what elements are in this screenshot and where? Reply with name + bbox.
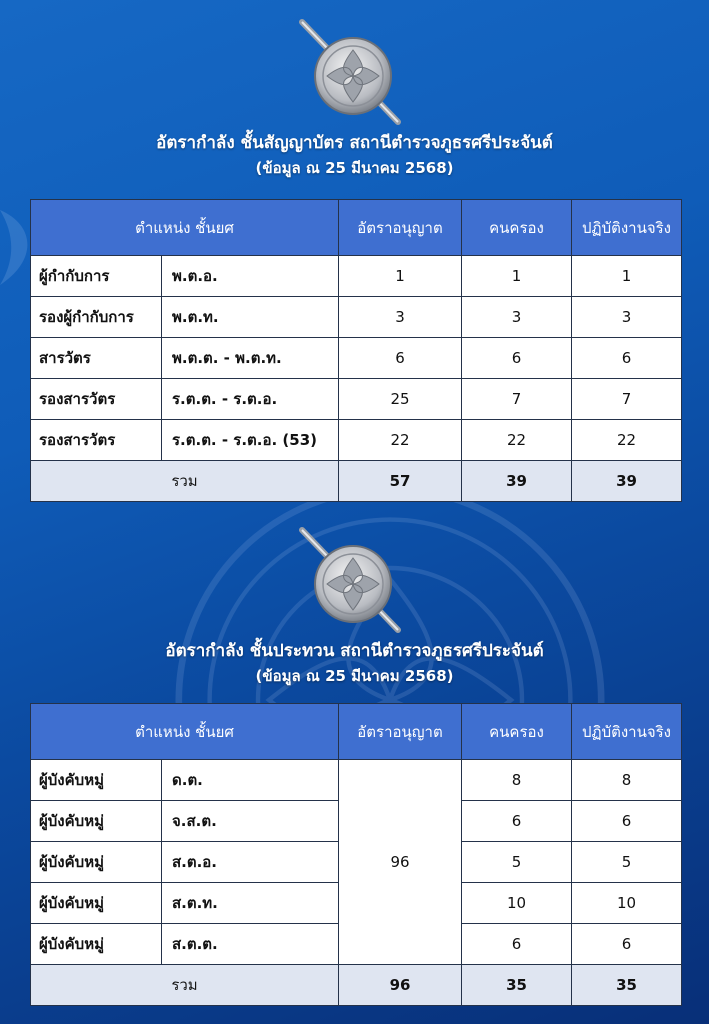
- occupied-cell: 1: [462, 256, 572, 297]
- position-cell: ผู้บังคับหมู่: [31, 842, 162, 883]
- table1-header-actual: ปฏิบัติงานจริง: [572, 200, 682, 256]
- position-cell: ผู้กำกับการ: [31, 256, 162, 297]
- total-actual: 35: [572, 965, 682, 1006]
- position-cell: สารวัตร: [31, 338, 162, 379]
- table1-header-position-rank: ตำแหน่ง ชั้นยศ: [31, 200, 339, 256]
- actual-cell: 5: [572, 842, 682, 883]
- table2-header-position-rank: ตำแหน่ง ชั้นยศ: [31, 704, 339, 760]
- rank-cell: พ.ต.ต. - พ.ต.ท.: [162, 338, 339, 379]
- actual-cell: 7: [572, 379, 682, 420]
- occupied-cell: 7: [462, 379, 572, 420]
- rank-cell: ส.ต.ท.: [162, 883, 339, 924]
- total-quota: 57: [339, 461, 462, 502]
- occupied-cell: 6: [462, 924, 572, 965]
- total-quota: 96: [339, 965, 462, 1006]
- table2-header-quota: อัตราอนุญาต: [339, 704, 462, 760]
- position-cell: ผู้บังคับหมู่: [31, 760, 162, 801]
- position-cell: รองผู้กำกับการ: [31, 297, 162, 338]
- actual-cell: 6: [572, 924, 682, 965]
- total-occupied: 39: [462, 461, 572, 502]
- position-cell: ผู้บังคับหมู่: [31, 924, 162, 965]
- police-emblem-icon: [298, 18, 408, 128]
- table2-header-occupied: คนครอง: [462, 704, 572, 760]
- table1-title-block: [0, 130, 709, 180]
- table2-title-block: [0, 638, 709, 688]
- quota-cell: 3: [339, 297, 462, 338]
- quota-cell: 25: [339, 379, 462, 420]
- rank-cell: ร.ต.ต. - ร.ต.อ.: [162, 379, 339, 420]
- actual-cell: 1: [572, 256, 682, 297]
- position-cell: ผู้บังคับหมู่: [31, 801, 162, 842]
- actual-cell: 6: [572, 801, 682, 842]
- occupied-cell: 22: [462, 420, 572, 461]
- occupied-cell: 10: [462, 883, 572, 924]
- table-row: [31, 297, 682, 338]
- total-row: [31, 965, 682, 1006]
- quota-cell: 22: [339, 420, 462, 461]
- table2: [30, 703, 682, 1006]
- rank-cell: ส.ต.ต.: [162, 924, 339, 965]
- actual-cell: 6: [572, 338, 682, 379]
- quota-cell: 6: [339, 338, 462, 379]
- table-row: [31, 256, 682, 297]
- occupied-cell: 5: [462, 842, 572, 883]
- table2-title: อัตรากำลัง ชั้นประทวน สถานีตำรวจภูธรศรีประจันต์: [165, 641, 544, 661]
- total-row: [31, 461, 682, 502]
- table1-header-occupied: คนครอง: [462, 200, 572, 256]
- total-occupied: 35: [462, 965, 572, 1006]
- actual-cell: 3: [572, 297, 682, 338]
- table-row: [31, 379, 682, 420]
- actual-cell: 10: [572, 883, 682, 924]
- police-emblem-icon: [298, 526, 408, 636]
- position-cell: รองสารวัตร: [31, 420, 162, 461]
- rank-cell: พ.ต.อ.: [162, 256, 339, 297]
- table-row: [31, 420, 682, 461]
- rank-cell: ด.ต.: [162, 760, 339, 801]
- occupied-cell: 3: [462, 297, 572, 338]
- occupied-cell: 8: [462, 760, 572, 801]
- table-row: [31, 760, 682, 801]
- table1-title: อัตรากำลัง ชั้นสัญญาบัตร สถานีตำรวจภูธรศรีประจันต์: [156, 133, 553, 153]
- total-label: รวม: [31, 965, 339, 1006]
- rank-cell: พ.ต.ท.: [162, 297, 339, 338]
- quota-merged-cell: 96: [339, 760, 462, 965]
- actual-cell: 22: [572, 420, 682, 461]
- rank-cell: ส.ต.อ.: [162, 842, 339, 883]
- rank-cell: ร.ต.ต. - ร.ต.อ. (53): [162, 420, 339, 461]
- quota-cell: 1: [339, 256, 462, 297]
- table2-subtitle: (ข้อมูล ณ 25 มีนาคม 2568): [255, 667, 454, 685]
- rank-cell: จ.ส.ต.: [162, 801, 339, 842]
- table1-subtitle: (ข้อมูล ณ 25 มีนาคม 2568): [255, 159, 454, 177]
- total-actual: 39: [572, 461, 682, 502]
- table-row: [31, 338, 682, 379]
- table1-header-quota: อัตราอนุญาต: [339, 200, 462, 256]
- occupied-cell: 6: [462, 801, 572, 842]
- occupied-cell: 6: [462, 338, 572, 379]
- actual-cell: 8: [572, 760, 682, 801]
- table2-header-actual: ปฏิบัติงานจริง: [572, 704, 682, 760]
- position-cell: ผู้บังคับหมู่: [31, 883, 162, 924]
- position-cell: รองสารวัตร: [31, 379, 162, 420]
- table1: [30, 199, 682, 502]
- total-label: รวม: [31, 461, 339, 502]
